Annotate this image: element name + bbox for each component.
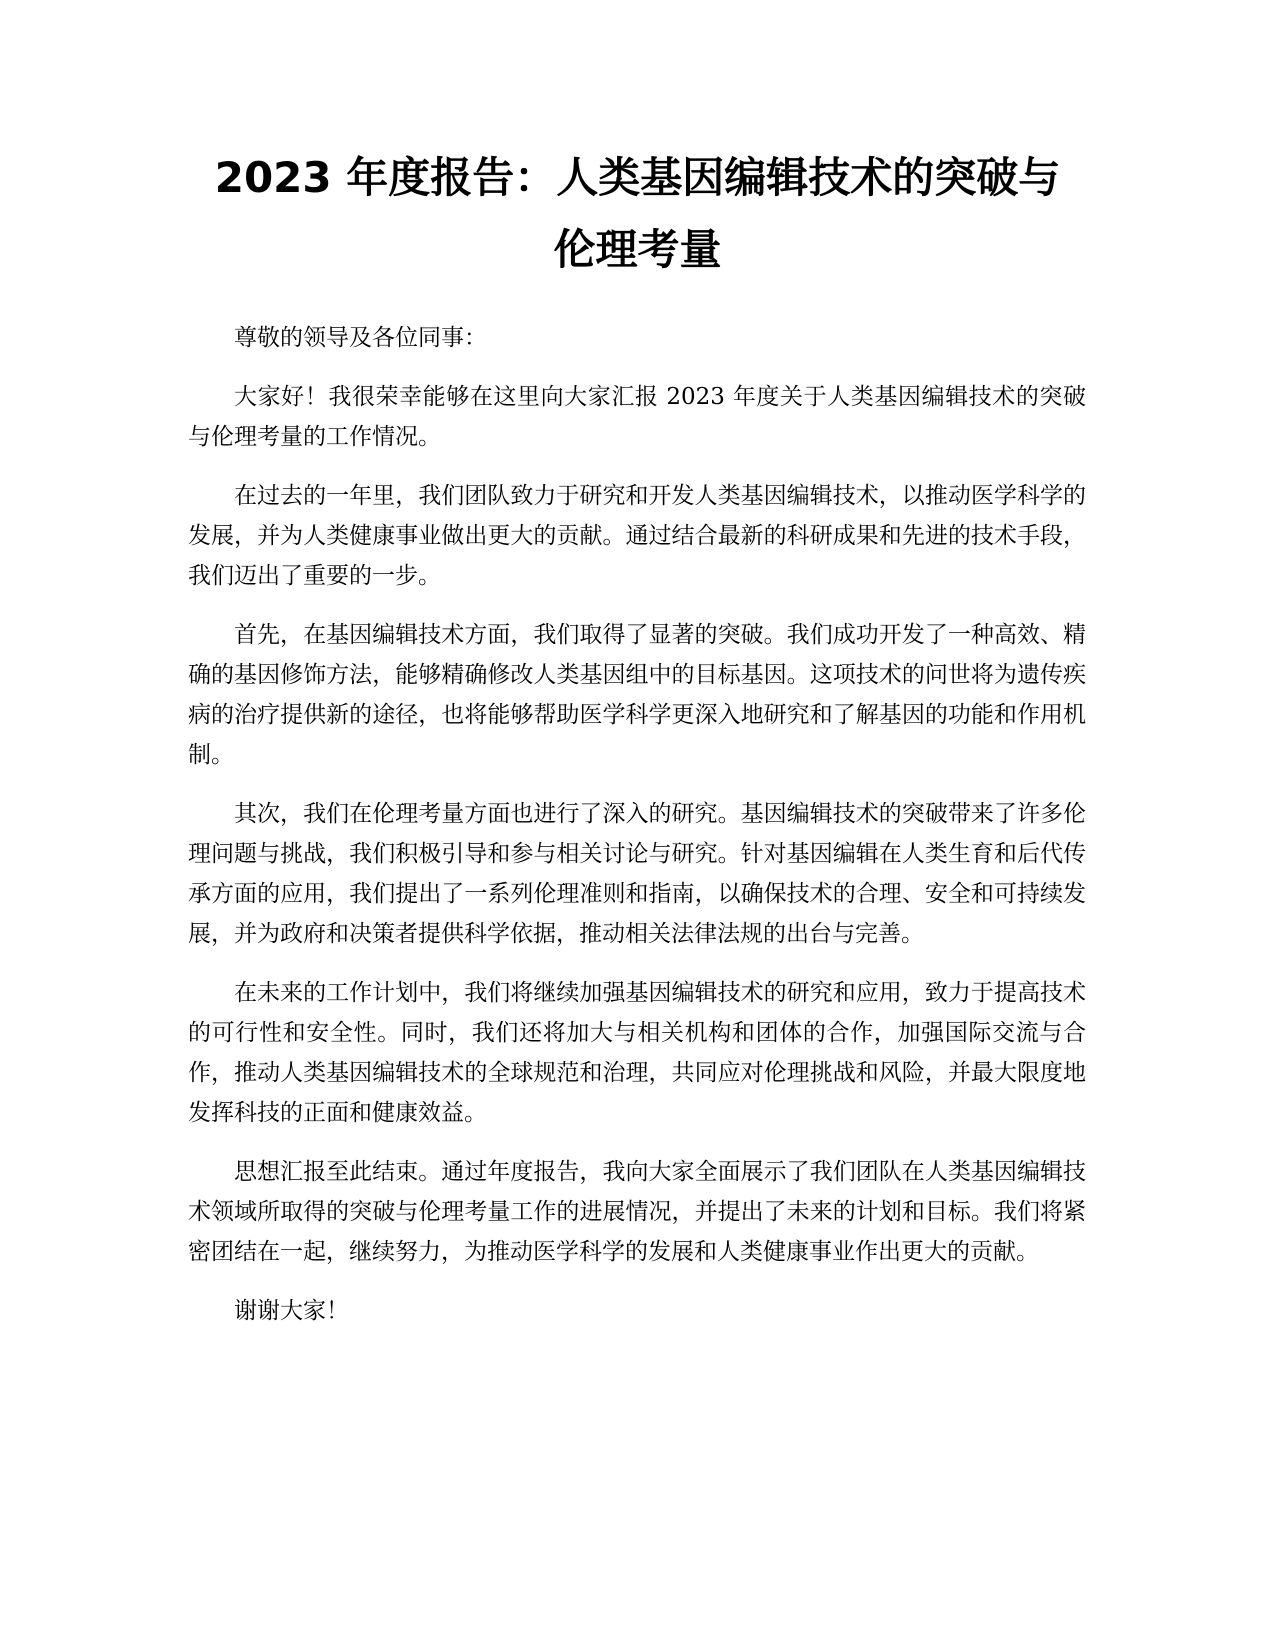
body-paragraph-greeting: 大家好！我很荣幸能够在这里向大家汇报 2023 年度关于人类基因编辑技术的突破与伦理考量的工作情况。 (188, 384, 1086, 450)
document-title-line-1: 2023 年度报告：人类基因编辑技术的突破与 (214, 153, 1061, 202)
body-paragraph-future-plan: 在未来的工作计划中，我们将继续加强基因编辑技术的研究和应用，致力于提高技术的可行性和安全性。同时，我们还将加大与相关机构和团体的合作，加强国际交流与合作，推动人类基因编辑技术的全球规范和治理，共同应对伦理挑战和风险，并最大限度地发挥科技的正面和健康效益。 (188, 980, 1086, 1126)
document-title-line-2: 伦理考量 (553, 225, 722, 274)
closing-thanks: 谢谢大家！ (234, 1298, 349, 1324)
document-title (150, 142, 1125, 286)
body-paragraph-ethics: 其次，我们在伦理考量方面也进行了深入的研究。基因编辑技术的突破带来了许多伦理问题与挑战，我们积极引导和参与相关讨论与研究。针对基因编辑在人类生育和后代传承方面的应用，我们提出了一系列伦理准则和指南，以确保技术的合理、安全和可持续发展，并为政府和决策者提供科学依据，推动相关法律法规的出台与完善。 (188, 801, 1086, 947)
body-paragraph-conclusion: 思想汇报至此结束。通过年度报告，我向大家全面展示了我们团队在人类基因编辑技术领域所取得的突破与伦理考量工作的进展情况，并提出了未来的计划和目标。我们将紧密团结在一起，继续努力，为推动医学科学的发展和人类健康事业作出更大的贡献。 (188, 1159, 1086, 1265)
body-paragraph-technology-breakthrough: 首先，在基因编辑技术方面，我们取得了显著的突破。我们成功开发了一种高效、精确的基因修饰方法，能够精确修改人类基因组中的目标基因。这项技术的问世将为遗传疾病的治疗提供新的途径，也将能够帮助医学科学更深入地研究和了解基因的功能和作用机制。 (188, 622, 1086, 768)
body-paragraph-past-year: 在过去的一年里，我们团队致力于研究和开发人类基因编辑技术，以推动医学科学的发展，并为人类健康事业做出更大的贡献。通过结合最新的科研成果和先进的技术手段，我们迈出了重要的一步。 (188, 483, 1086, 589)
salutation: 尊敬的领导及各位同事： (234, 325, 487, 351)
document-body (188, 318, 1086, 1350)
